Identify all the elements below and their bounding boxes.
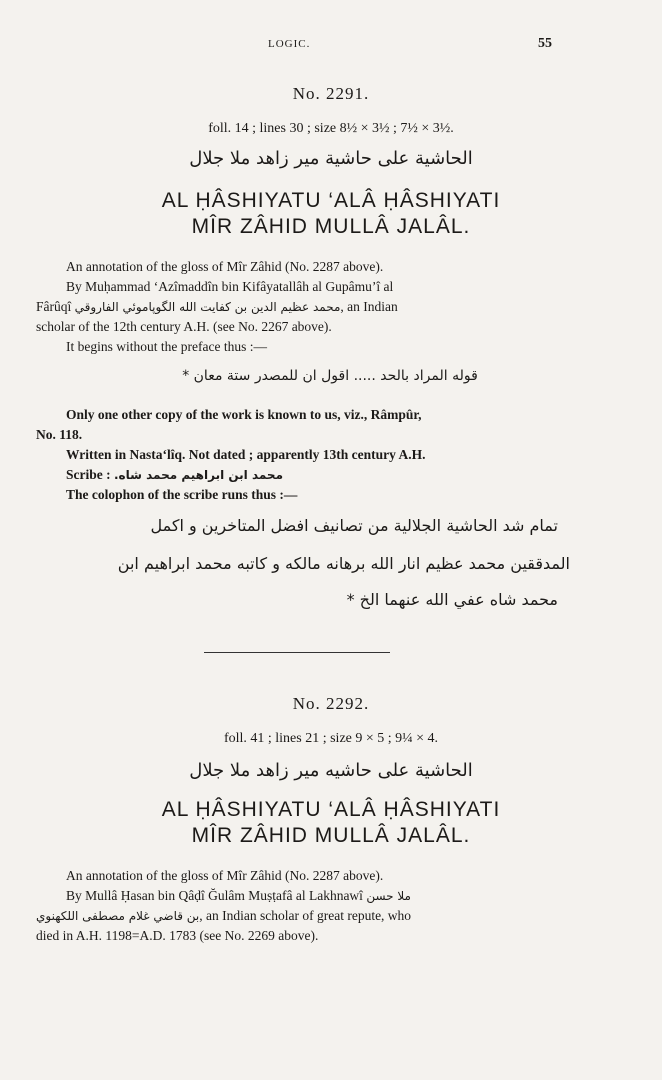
entry-body — [36, 257, 560, 357]
entry-body-2 — [36, 405, 560, 505]
paragraph: An annotation of the gloss of Mîr Zâhid (No. 2287 above). — [66, 868, 384, 883]
text-span: Fârûqî — [36, 299, 72, 314]
arabic-title: الحاشية على حاشيه مير زاهد ملا جلال — [189, 760, 473, 781]
title-line-1: AL ḤÂSHIYATU ‘ALÂ ḤÂSHIYATI — [161, 798, 501, 821]
entry-body — [36, 866, 560, 946]
text-span: By Mullâ Ḥasan bin Qâḍî Ğulâm Muṣṭafâ al Lakhnawî — [66, 888, 363, 903]
entry-number: No. 2292. — [292, 694, 370, 713]
paragraph: Only one other copy of the work is known to us, viz., Râmpûr, — [66, 407, 422, 422]
paragraph: By Muḥammad ‘Azîmaddîn bin Kifâyatallâh al Gupâmu’î al — [66, 279, 394, 294]
arabic-title: الحاشية على حاشية مير زاهد ملا جلال — [189, 148, 473, 169]
page-number: 55 — [538, 36, 552, 51]
running-head: LOGIC. — [268, 38, 311, 50]
paragraph: It begins without the preface thus :— — [66, 339, 267, 354]
folio-description: foll. 14 ; lines 30 ; size 8½ × 3½ ; 7½ × 3½. — [208, 121, 454, 136]
paragraph — [36, 465, 560, 485]
text-span: , an Indian — [340, 299, 398, 314]
paragraph-line: scholar of the 12th century A.H. (see No. 2267 above). — [36, 319, 332, 334]
arabic-name: بن قاضي غلام مصطفى اللكهنوي — [36, 909, 200, 923]
text-span: Scribe : — [66, 467, 111, 482]
paragraph-line: No. 118. — [36, 427, 83, 442]
entry-number: No. 2291. — [292, 84, 370, 103]
arabic-name: محمد عظيم الدين بن كفايت الله الگوپاموئي الفاروقي — [74, 300, 341, 314]
folio-description: foll. 41 ; lines 21 ; size 9 × 5 ; 9¼ × 4. — [223, 731, 439, 746]
entry-divider — [204, 652, 390, 653]
scribe-arabic: محمد ابن ابراهيم محمد شاه. — [114, 468, 284, 482]
paragraph-line — [36, 297, 560, 317]
paragraph-line — [36, 886, 560, 906]
text-span: , an Indian scholar of great repute, who — [199, 908, 412, 923]
title-line-2: MÎR ZÂHID MULLÂ JALÂL. — [191, 215, 471, 238]
incipit-arabic: قوله المراد بالحد ..... اقول ان للمصدر ستة معان * — [182, 368, 478, 384]
paragraph: An annotation of the gloss of Mîr Zâhid (No. 2287 above). — [66, 259, 384, 274]
paragraph-line: died in A.H. 1198=A.D. 1783 (see No. 2269 above). — [36, 928, 319, 943]
colophon-line-2: المدققين محمد عظيم انار الله برهانه مالكه و كاتبه محمد ابراهيم ابن — [117, 554, 570, 573]
paragraph-line — [36, 906, 560, 926]
colophon-line-3: محمد شاه عفي الله عنهما الخ * — [346, 590, 558, 609]
paragraph: The colophon of the scribe runs thus :— — [66, 487, 298, 502]
title-line-1: AL ḤÂSHIYATU ‘ALÂ ḤÂSHIYATI — [161, 189, 501, 212]
arabic-name: ملا حسن — [366, 889, 411, 903]
paragraph: Written in Nasta‘lîq. Not dated ; apparently 13th century A.H. — [66, 447, 426, 462]
title-line-2: MÎR ZÂHID MULLÂ JALÂL. — [191, 824, 471, 847]
colophon-line-1: تمام شد الحاشية الجلالية من تصانيف افضل المتاخرين و اكمل — [150, 516, 558, 535]
